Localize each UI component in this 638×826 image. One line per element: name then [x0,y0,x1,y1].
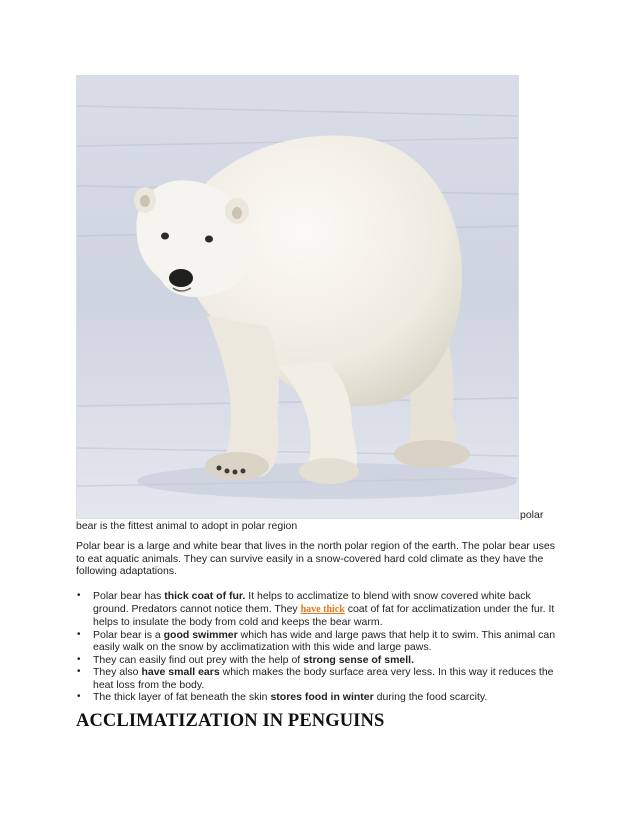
list-item: • Polar bear has thick coat of fur. It helps to acclimatize to blend with snow covered white back ground. Predators cannot notice them. They have thick coat of fat for acclimatization under the fur. It helps to insulate the body from cold and keeps the bear warm. [76,590,568,629]
image-caption: bear is the fittest animal to adopt in polar region [76,520,298,532]
polar-bear-photo [76,75,519,519]
list-item: • Polar bear is a good swimmer which has wide and large paws that help it to swim. This animal can easily walk on the snow by acclimatization with this wide and large paws. [76,629,568,654]
list-item: • They also have small ears which makes the body surface area very less. In this way it reduces the heat loss from the body. [76,666,568,691]
list-item: • The thick layer of fat beneath the skin stores food in winter during the food scarcity. [76,691,568,704]
adaptations-list [76,590,568,704]
caption-tail-text: polar [520,509,544,521]
polar-bear-illustration [77,76,518,518]
section-heading: ACCLIMATIZATION IN PENGUINS [76,711,385,731]
intro-paragraph: Polar bear is a large and white bear that lives in the north polar region of the earth. The polar bear uses to eat aquatic animals. They can survive easily in a snow-covered hard cold climate as they have the following adaptations. [76,540,556,577]
list-item: • They can easily find out prey with the help of strong sense of smell. [76,654,568,667]
highlighted-phrase: have thick [300,603,345,615]
